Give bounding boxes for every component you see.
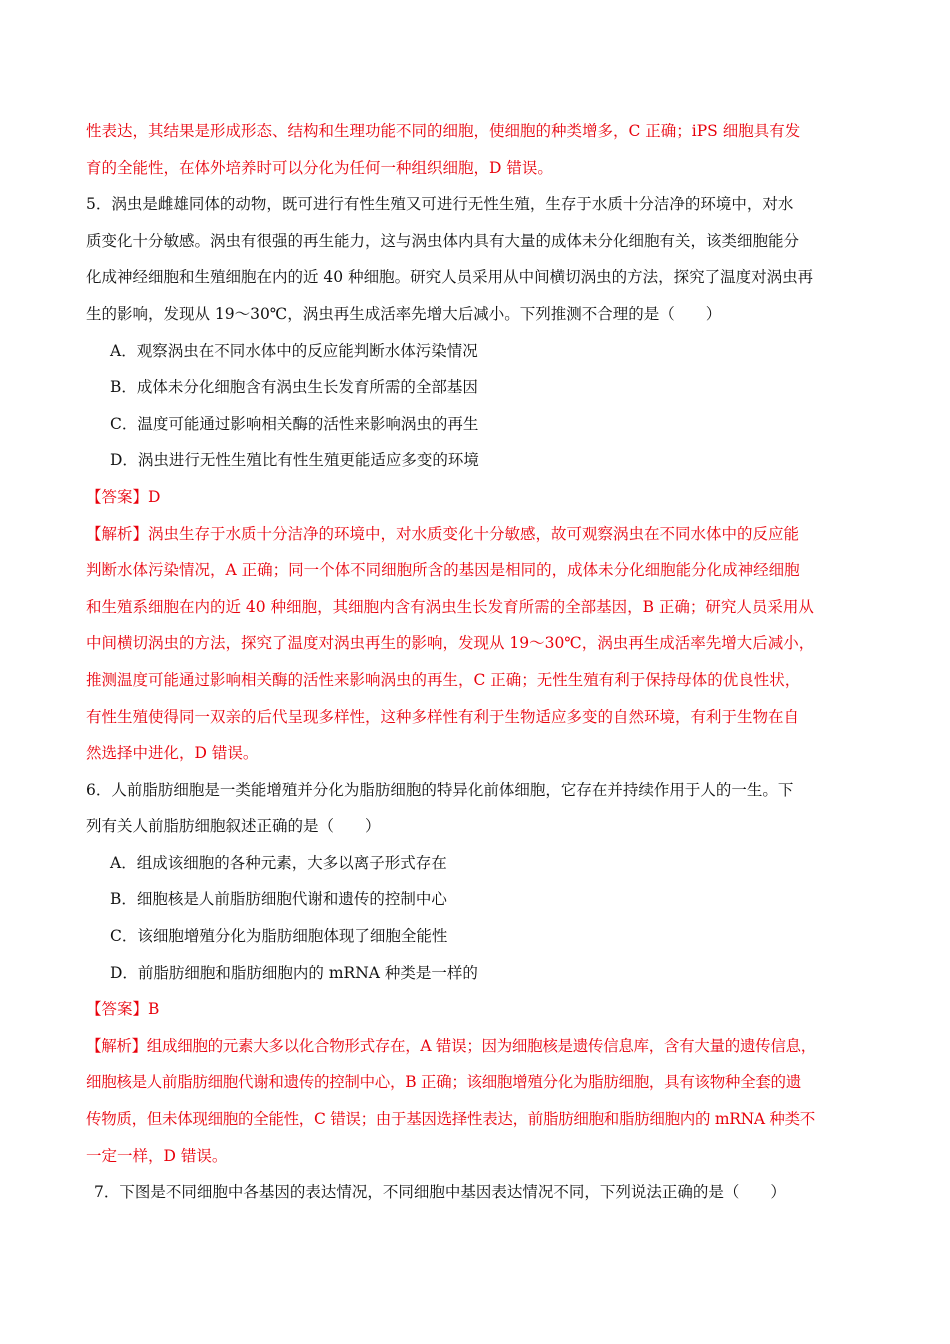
q5-stem-line: 5．涡虫是雌雄同体的动物，既可进行有性生殖又可进行无性生殖，生存于水质十分洁净的环境中，对水 <box>86 195 794 214</box>
q5-stem-line: 生的影响，发现从 19～30℃，涡虫再生成活率先增大后减小。下列推测不合理的是（ ） <box>86 304 722 323</box>
q5-explanation-line: 和生殖系细胞在内的近 40 种细胞，其细胞内含有涡虫生长发育所需的全部基因，B 正确；研究人员采用从 <box>86 597 814 616</box>
q6-explanation-line: 【解析】组成细胞的元素大多以化合物形式存在，A 错误；因为细胞核是遗传信息库，含有大量的遗传信息， <box>86 1036 816 1055</box>
q6-explanation-line: 传物质，但未体现细胞的全能性，C 错误；由于基因选择性表达，前脂肪细胞和脂肪细胞内的 mRNA 种类不 <box>86 1110 815 1129</box>
q5-explanation-line: 有性生殖使得同一双亲的后代呈现多样性，这种多样性有利于生物适应多变的自然环境，有利于生物在自 <box>86 707 800 726</box>
q5-explanation-line: 推测温度可能通过影响相关酶的活性来影响涡虫的再生，C 正确；无性生殖有利于保持母体的优良性状， <box>86 670 801 689</box>
q6-option-a: A．组成该细胞的各种元素，大多以离子形式存在 <box>110 853 447 872</box>
prev-explanation-line: 性表达，其结果是形成形态、结构和生理功能不同的细胞，使细胞的种类增多，C 正确；iPS 细胞具有发 <box>86 122 801 140</box>
q5-stem-line: 化成神经细胞和生殖细胞在内的近 40 种细胞。研究人员采用从中间横切涡虫的方法，探究了温度对涡虫再 <box>86 268 814 287</box>
q6-stem-line: 6．人前脂肪细胞是一类能增殖并分化为脂肪细胞的特异化前体细胞，它存在并持续作用于人的一生。下 <box>86 780 794 799</box>
q5-answer: 【答案】D <box>86 487 161 506</box>
q5-option-a: A．观察涡虫在不同水体中的反应能判断水体污染情况 <box>110 341 478 360</box>
q5-explanation-line: 【解析】涡虫生存于水质十分洁净的环境中，对水质变化十分敏感，故可观察涡虫在不同水体中的反应能 <box>86 524 800 543</box>
q5-explanation-line: 判断水体污染情况，A 正确；同一个体不同细胞所含的基因是相同的，成体未分化细胞能分化成神经细胞 <box>86 561 800 580</box>
q6-explanation-line: 细胞核是人前脂肪细胞代谢和遗传的控制中心，B 正确；该细胞增殖分化为脂肪细胞，具有该物种全套的遗 <box>86 1073 801 1092</box>
q5-option-d: D．涡虫进行无性生殖比有性生殖更能适应多变的环境 <box>110 451 479 470</box>
q5-explanation-line: 中间横切涡虫的方法，探究了温度对涡虫再生的影响，发现从 19～30℃，涡虫再生成活率先增大后减小， <box>86 634 815 653</box>
q5-stem-line: 质变化十分敏感。涡虫有很强的再生能力，这与涡虫体内具有大量的成体未分化细胞有关，该类细胞能分 <box>86 231 800 250</box>
q6-option-b: B．细胞核是人前脂肪细胞代谢和遗传的控制中心 <box>110 890 447 909</box>
q6-stem-line: 列有关人前脂肪细胞叙述正确的是（ ） <box>86 817 381 836</box>
q6-answer: 【答案】B <box>86 1000 160 1019</box>
q6-option-c: C．该细胞增殖分化为脂肪细胞体现了细胞全能性 <box>110 927 448 946</box>
prev-explanation-line: 育的全能性，在体外培养时可以分化为任何一种组织细胞，D 错误。 <box>86 158 553 177</box>
q6-explanation-line: 一定一样，D 错误。 <box>86 1146 228 1165</box>
q5-explanation-line: 然选择中进化，D 错误。 <box>86 744 259 763</box>
q6-option-d: D．前脂肪细胞和脂肪细胞内的 mRNA 种类是一样的 <box>110 963 478 982</box>
q5-option-b: B．成体未分化细胞含有涡虫生长发育所需的全部基因 <box>110 378 478 397</box>
document-page <box>86 113 866 1211</box>
q7-stem: 7．下图是不同细胞中各基因的表达情况，不同细胞中基因表达情况不同，下列说法正确的是（ ） <box>94 1183 786 1202</box>
q5-option-c: C．温度可能通过影响相关酶的活性来影响涡虫的再生 <box>110 414 479 433</box>
